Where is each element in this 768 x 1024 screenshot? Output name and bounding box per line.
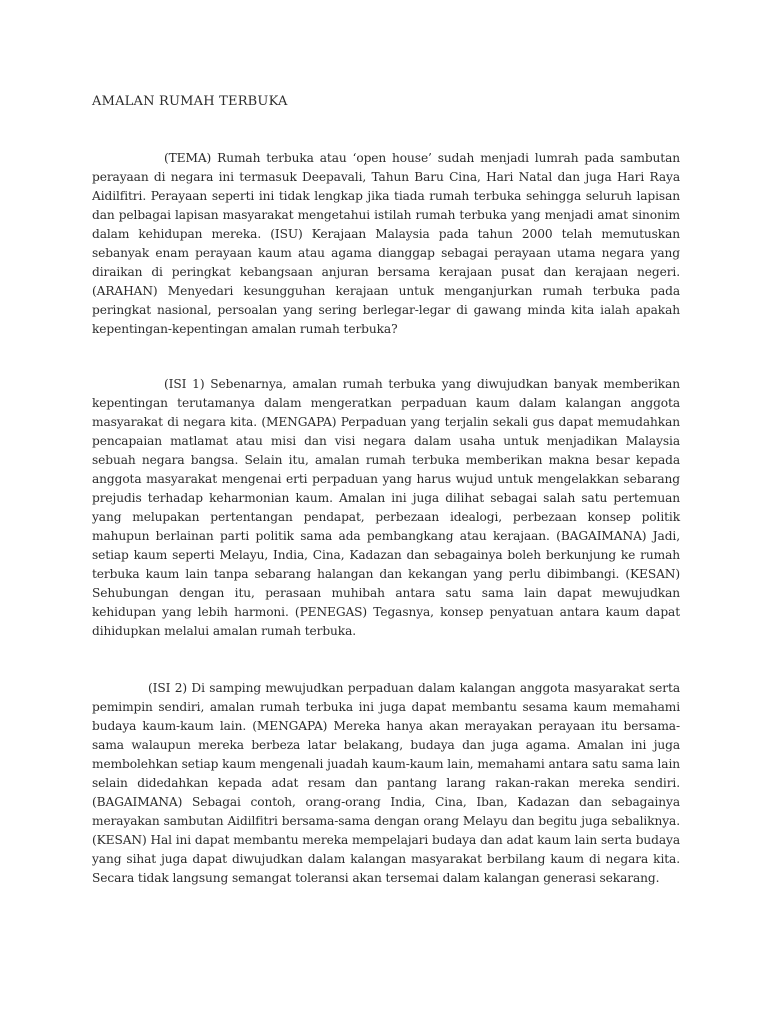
document-title: AMALAN RUMAH TERBUKA (92, 94, 288, 109)
document-page (92, 92, 680, 888)
paragraph-isi-2: (ISI 2) Di samping mewujudkan perpaduan dalam kalangan anggota masyarakat serta pemimpin sendiri, amalan rumah terbuka ini juga dapat membantu sesama kaum memahami budaya kaum-kaum lain. (MENGAPA) Mereka hanya akan merayakan perayaan itu bersama-sama walaupun mereka berbeza latar belakang, budaya dan juga agama. Amalan ini juga membolehkan setiap kaum mengenali juadah kaum-kaum lain, memahami antara satu sama lain selain didedahkan kepada adat resam dan pantang larang rakan-rakan mereka sendiri. (BAGAIMANA) Sebagai contoh, orang-orang India, Cina, Iban, Kadazan dan sebagainya merayakan sambutan Aidilfitri bersama-sama dengan orang Melayu dan begitu juga sebaliknya. (KESAN) Hal ini dapat membantu mereka mempelajari budaya dan adat kaum lain serta budaya yang sihat juga dapat diwujudkan dalam kalangan masyarakat berbilang kaum di negara kita. Secara tidak langsung semangat toleransi akan tersemai dalam kalangan generasi sekarang. (92, 681, 680, 885)
paragraph-isi-1: (ISI 1) Sebenarnya, amalan rumah terbuka yang diwujudkan banyak memberikan kepentingan terutamanya dalam mengeratkan perpaduan kaum dalam kalangan anggota masyarakat di negara kita. (MENGAPA) Perpaduan yang terjalin sekali gus dapat memudahkan pencapaian matlamat atau misi dan visi negara dalam usaha untuk menjadikan Malaysia sebuah negara bangsa. Selain itu, amalan rumah terbuka memberikan makna besar kepada anggota masyarakat mengenai erti perpaduan yang harus wujud untuk mengelakkan sebarang prejudis terhadap keharmonian kaum. Amalan ini juga dilihat sebagai salah satu pertemuan yang melupakan pertentangan pendapat, perbezaan idealogi, perbezaan konsep politik mahupun berlainan parti politik sama ada pembangkang atau kerajaan. (BAGAIMANA) Jadi, setiap kaum seperti Melayu, India, Cina, Kadazan dan sebagainya boleh berkunjung ke rumah terbuka kaum lain tanpa sebarang halangan dan kekangan yang perlu dibimbangi. (KESAN) Sehubungan dengan itu, perasaan muhibah antara satu sama lain dapat mewujudkan kehidupan yang lebih harmoni. (PENEGAS) Tegasnya, konsep penyatuan antara kaum dapat dihidupkan melalui amalan rumah terbuka. (92, 377, 680, 638)
paragraph-introduction: (TEMA) Rumah terbuka atau ‘open house’ sudah menjadi lumrah pada sambutan perayaan di negara ini termasuk Deepavali, Tahun Baru Cina, Hari Natal dan juga Hari Raya Aidilfitri. Perayaan seperti ini tidak lengkap jika tiada rumah terbuka sehingga seluruh lapisan dan pelbagai lapisan masyarakat mengetahui istilah rumah terbuka yang menjadi amat sinonim dalam kehidupan mereka. (ISU) Kerajaan Malaysia pada tahun 2000 telah memutuskan sebanyak enam perayaan kaum atau agama dianggap sebagai perayaan utama negara yang diraikan di peringkat kebangsaan anjuran bersama kerajaan pusat dan kerajaan negeri. (ARAHAN) Menyedari kesungguhan kerajaan untuk menganjurkan rumah terbuka pada peringkat nasional, persoalan yang sering berlegar-legar di gawang minda kita ialah apakah kepentingan-kepentingan amalan rumah terbuka? (92, 151, 680, 336)
